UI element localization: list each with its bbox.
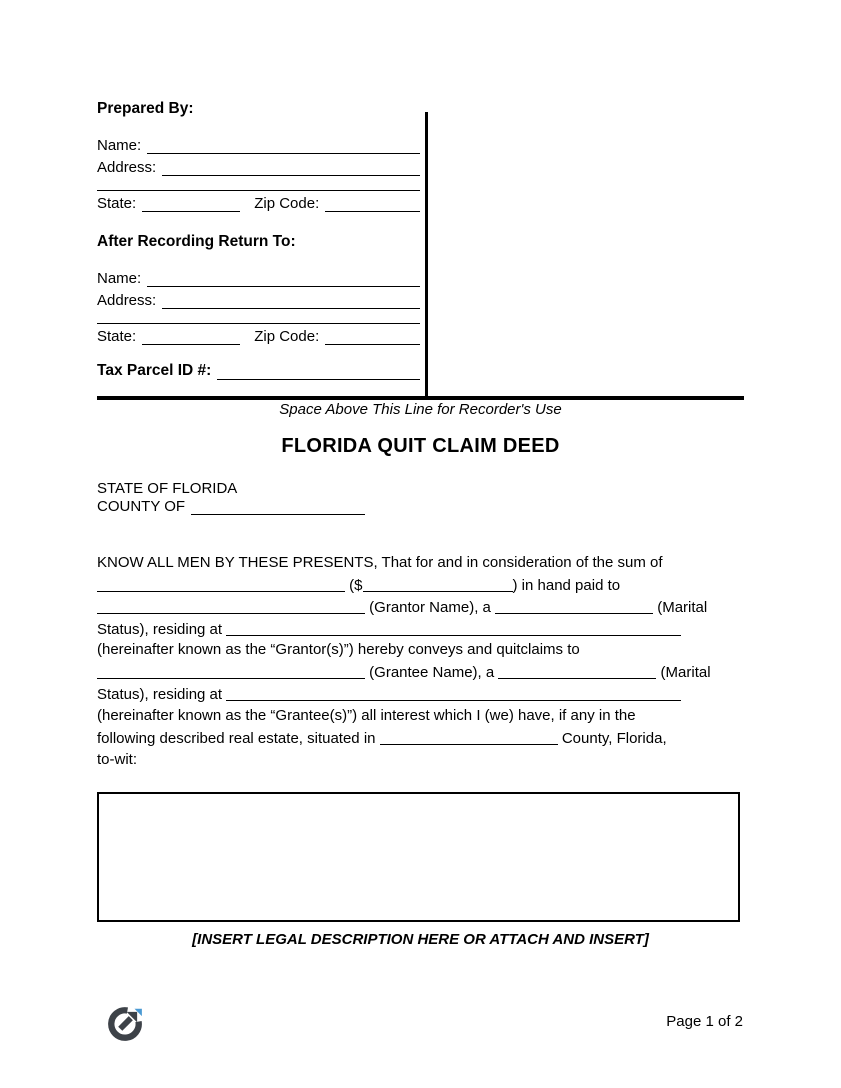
return-to-state-zip-row: [97, 328, 420, 345]
name-field-blank: [147, 136, 420, 154]
address-label: Address:: [97, 159, 157, 176]
name-label: Name:: [97, 270, 142, 287]
body-line-9: [97, 729, 744, 751]
recorder-divider-rule: [97, 396, 744, 400]
address-continuation-blank: [97, 309, 420, 324]
address-label: Address:: [97, 292, 157, 309]
county-field-blank: [191, 497, 365, 515]
body-text: (Grantee Name), a: [365, 664, 499, 682]
tax-parcel-field-blank: [217, 362, 420, 380]
body-text: Status), residing at: [97, 686, 227, 704]
return-to-name-row: [97, 270, 420, 287]
zip-code-label: Zip Code:: [254, 195, 320, 212]
grantor-name-blank: [97, 598, 365, 614]
body-text: KNOW ALL MEN BY THESE PRESENTS, That for and in consideration of the sum of: [97, 554, 663, 571]
address-continuation-blank: [97, 176, 420, 191]
body-line-4: [97, 620, 744, 642]
body-text: ($: [345, 576, 363, 594]
address-field-blank: [162, 158, 420, 176]
body-text: County, Florida,: [557, 729, 667, 747]
page-number-label: Page 1 of 2: [666, 1013, 743, 1030]
state-of-florida-line: STATE OF FLORIDA: [97, 480, 238, 497]
tax-parcel-row: [97, 363, 420, 380]
state-field-blank: [142, 194, 240, 212]
vertical-divider-line: [425, 112, 428, 396]
body-line-10: [97, 751, 744, 773]
state-label: State:: [97, 195, 137, 212]
body-text: (hereinafter known as the “Grantee(s)”) all interest which I (we) have, if any in the: [97, 706, 636, 724]
zip-field-blank: [325, 327, 420, 345]
prepared-by-heading: Prepared By:: [97, 100, 194, 117]
body-line-8: [97, 707, 744, 729]
county-name-blank: [380, 729, 558, 745]
name-label: Name:: [97, 137, 142, 154]
return-to-address-row: [97, 292, 420, 309]
body-text: (Marital: [656, 664, 711, 682]
state-field-blank: [142, 327, 240, 345]
grantee-marital-status-blank: [498, 663, 656, 679]
body-text: (Grantor Name), a: [365, 598, 496, 616]
body-line-2: [97, 576, 744, 598]
body-line-5: [97, 641, 744, 663]
return-to-heading: After Recording Return To:: [97, 233, 296, 250]
body-text: (hereinafter known as the “Grantor(s)”) hereby conveys and quitclaims to: [97, 641, 580, 659]
recorder-use-note: Space Above This Line for Recorder's Use: [279, 401, 562, 418]
body-line-3: [97, 598, 744, 620]
name-field-blank: [147, 269, 420, 287]
address-field-blank: [162, 291, 420, 309]
document-title: FLORIDA QUIT CLAIM DEED: [281, 435, 560, 457]
legal-description-note: [INSERT LEGAL DESCRIPTION HERE OR ATTACH AND INSERT]: [192, 931, 649, 948]
consideration-amount-numeric-blank: [363, 576, 513, 592]
body-text: Status), residing at: [97, 620, 227, 638]
zip-field-blank: [325, 194, 420, 212]
body-line-6: [97, 663, 744, 685]
grantee-name-blank: [97, 663, 365, 679]
grantor-address-blank: [226, 620, 681, 636]
county-of-row: [97, 498, 365, 515]
zip-code-label: Zip Code:: [254, 328, 320, 345]
county-of-label: COUNTY OF: [97, 498, 186, 515]
grantee-address-blank: [226, 685, 681, 701]
tax-parcel-label: Tax Parcel ID #:: [97, 362, 212, 379]
grantor-marital-status-blank: [495, 598, 653, 614]
deed-body-paragraph: [97, 554, 744, 772]
circular-arrow-logo-icon: [106, 1005, 144, 1043]
prepared-by-state-zip-row: [97, 195, 420, 212]
body-line-7: [97, 685, 744, 707]
legal-description-box: [97, 792, 740, 922]
body-text: (Marital: [653, 598, 708, 616]
prepared-by-address-row: [97, 159, 420, 176]
body-line-1: [97, 554, 744, 576]
body-text: ) in hand paid to: [512, 576, 621, 594]
consideration-amount-words-blank: [97, 576, 345, 592]
state-label: State:: [97, 328, 137, 345]
prepared-by-name-row: [97, 137, 420, 154]
body-text: to-wit:: [97, 750, 138, 768]
body-text: following described real estate, situated in: [97, 729, 380, 747]
